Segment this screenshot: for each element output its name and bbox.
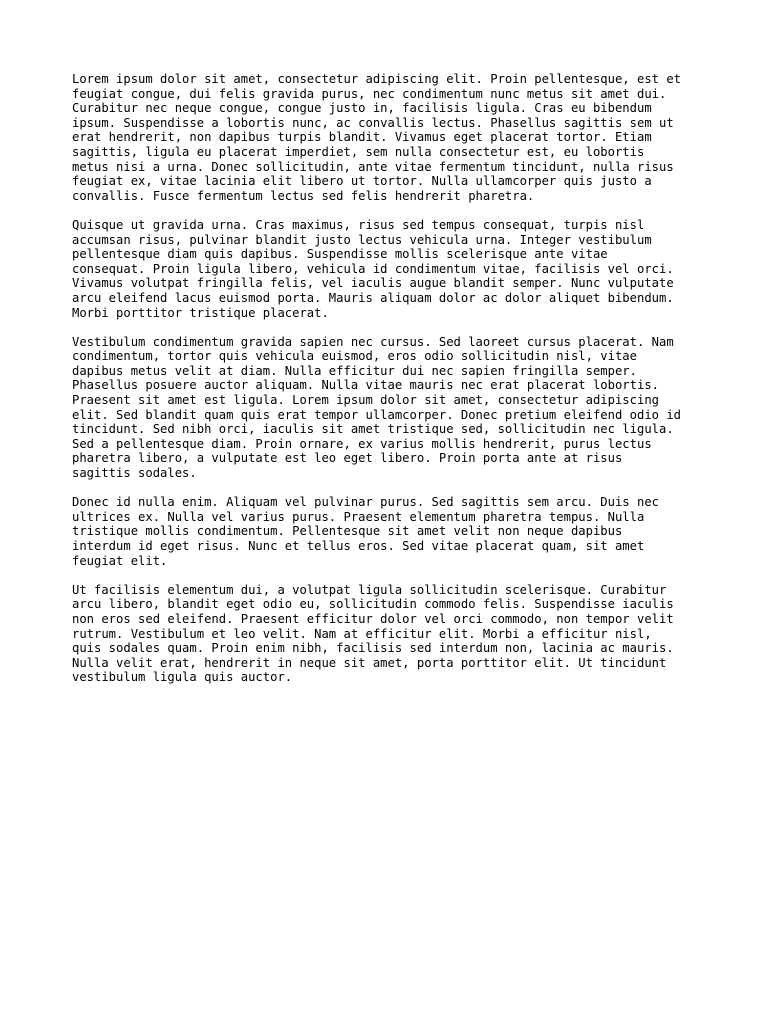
paragraph-4: Donec id nulla enim. Aliquam vel pulvinar purus. Sed sagittis sem arcu. Duis nec ultrices ex. Nulla vel varius purus. Praesent elementum pharetra tempus. Nulla tristique mollis condimentum. Pellentesque sit amet velit non neque dapibus interdum id eget risus. Nunc et tellus eros. Sed vitae placerat quam, sit amet feugiat elit. (72, 495, 659, 568)
paragraph-2: Quisque ut gravida urna. Cras maximus, risus sed tempus consequat, turpis nisl accumsan risus, pulvinar blandit justo lectus vehicula urna. Integer vestibulum pellentesque diam quis dapibus. Suspendisse mollis scelerisque ante vitae consequat. Proin ligula libero, vehicula id condimentum vitae, facilisis vel orci. Vivamus volutpat fringilla felis, vel iaculis augue blandit semper. Nunc vulputate arcu eleifend lacus euismod porta. Mauris aliquam dolor ac dolor aliquet bibendum. Morbi porttitor tristique placerat. (72, 217, 674, 320)
paragraph-3: Vestibulum condimentum gravida sapien nec cursus. Sed laoreet cursus placerat. Nam condimentum, tortor quis vehicula euismod, eros odio sollicitudin nisl, vitae dapibus metus velit at diam. Nulla efficitur dui nec sapien fringilla semper. Phasellus posuere auctor aliquam. Nulla vitae mauris nec erat placerat lobortis. Praesent sit amet est ligula. Lorem ipsum dolor sit amet, consectetur adipiscing elit. Sed blandit quam quis erat tempor ullamcorper. Donec pretium eleifend odio id tincidunt. Sed nibh orci, iaculis sit amet tristique sed, sollicitudin nec ligula. Sed a pellentesque diam. Proin ornare, ex varius mollis hendrerit, purus lectus pharetra libero, a vulputate est leo eget libero. Proin porta ante at risus sagittis sodales. (72, 334, 682, 481)
paragraph-5: Ut facilisis elementum dui, a volutpat ligula sollicitudin scelerisque. Curabitur arcu libero, blandit eget odio eu, sollicitudin commodo felis. Suspendisse iaculis non eros sed eleifend. Praesent efficitur dolor vel orci commodo, non tempor velit rutrum. Vestibulum et leo velit. Nam at efficitur elit. Morbi a efficitur nisl, quis sodales quam. Proin enim nibh, facilisis sed interdum non, lacinia ac mauris. Nulla velit erat, hendrerit in neque sit amet, porta porttitor elit. Ut tincidunt vestibulum ligula quis auctor. (72, 582, 674, 685)
paragraph-1: Lorem ipsum dolor sit amet, consectetur adipiscing elit. Proin pellentesque, est et feugiat congue, dui felis gravida purus, nec condimentum nunc metus sit amet dui. Curabitur nec neque congue, congue justo in, facilisis ligula. Cras eu bibendum ipsum. Suspendisse a lobortis nunc, ac convallis lectus. Phasellus sagittis sem ut erat hendrerit, non dapibus turpis blandit. Vivamus eget placerat tortor. Etiam sagittis, ligula eu placerat imperdiet, sem nulla consectetur est, eu lobortis metus nisi a urna. Donec sollicitudin, ante vitae fermentum tincidunt, nulla risus feugiat ex, vitae lacinia elit libero ut tortor. Nulla ullamcorper quis justo a convallis. Fusce fermentum lectus sed felis hendrerit pharetra. (72, 72, 682, 203)
document-page (72, 72, 702, 700)
